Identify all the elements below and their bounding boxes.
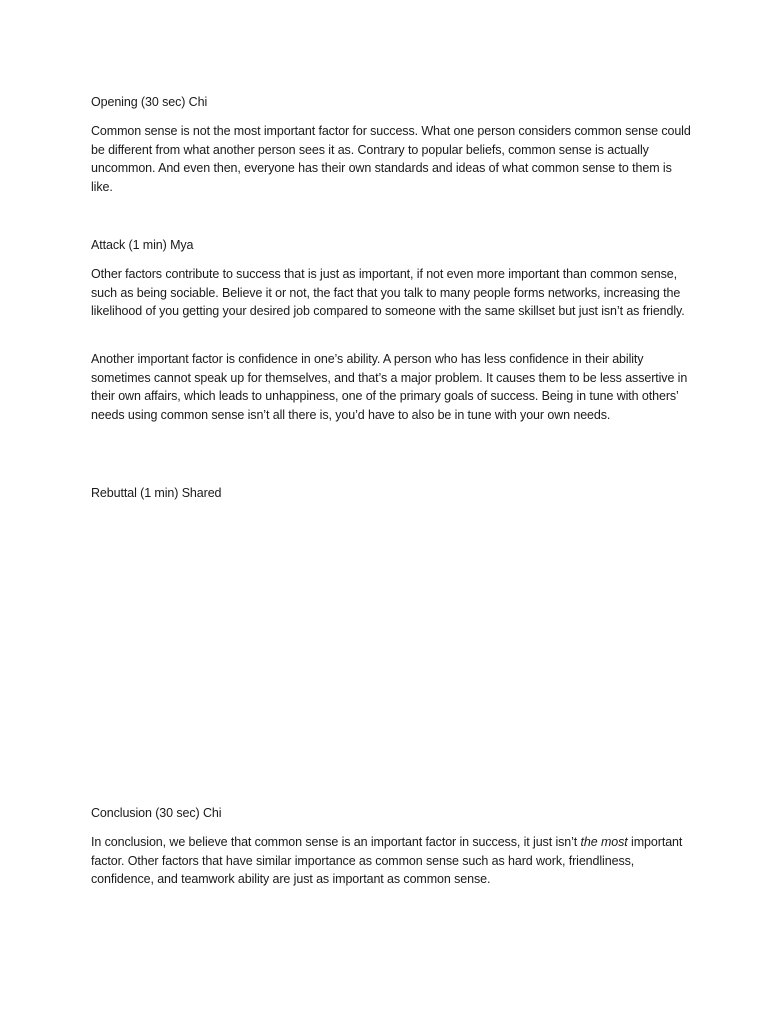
attack-paragraph-1-text: Other factors contribute to success that is just as important, if not even more important than common sense, such as being sociable. Believe it or not, the fact that you talk to many people forms networks, increasing the likelihood of you getting your desired job compared to someone with the same skillset but just isn’t as friendly.	[91, 267, 685, 319]
opening-paragraph	[91, 122, 691, 197]
conclusion-text-start: In conclusion, we believe that common sense is an important factor in success, it just isn’t	[91, 835, 581, 849]
conclusion-paragraph	[91, 833, 691, 889]
conclusion-emphasis: the most	[580, 835, 628, 849]
opening-paragraph-text: Common sense is not the most important factor for success. What one person considers common sense could be different from what another person sees it as. Contrary to popular beliefs, common sense is actually uncommon. And even then, everyone has their own standards and ideas of what common sense to them is like.	[91, 124, 691, 195]
opening-heading	[91, 93, 691, 112]
conclusion-paragraph-text	[91, 833, 691, 889]
conclusion-text-end: important factor. Other factors that have similar importance as common sense such as hard work, friendliness, confidence, and teamwork ability are just as important as common sense.	[91, 835, 683, 887]
attack-paragraph-2-text: Another important factor is confidence in one’s ability. A person who has less confidence in their ability sometimes cannot speak up for themselves, and that’s a major problem. It causes them to be less assertive in their own affairs, which leads to unhappiness, one of the primary goals of success. Being in tune with others’ needs using common sense isn’t all there is, you’d have to also be in tune with your own needs.	[91, 352, 688, 423]
conclusion-heading-text: Conclusion (30 sec) Chi	[91, 806, 222, 820]
attack-paragraph-2	[91, 350, 691, 425]
opening-heading-text: Opening (30 sec) Chi	[91, 95, 208, 109]
conclusion-heading	[91, 804, 691, 823]
attack-heading	[91, 236, 691, 255]
attack-heading-text: Attack (1 min) Mya	[91, 238, 194, 252]
rebuttal-heading	[91, 484, 691, 503]
attack-paragraph-1	[91, 265, 691, 321]
rebuttal-heading-text: Rebuttal (1 min) Shared	[91, 486, 222, 500]
